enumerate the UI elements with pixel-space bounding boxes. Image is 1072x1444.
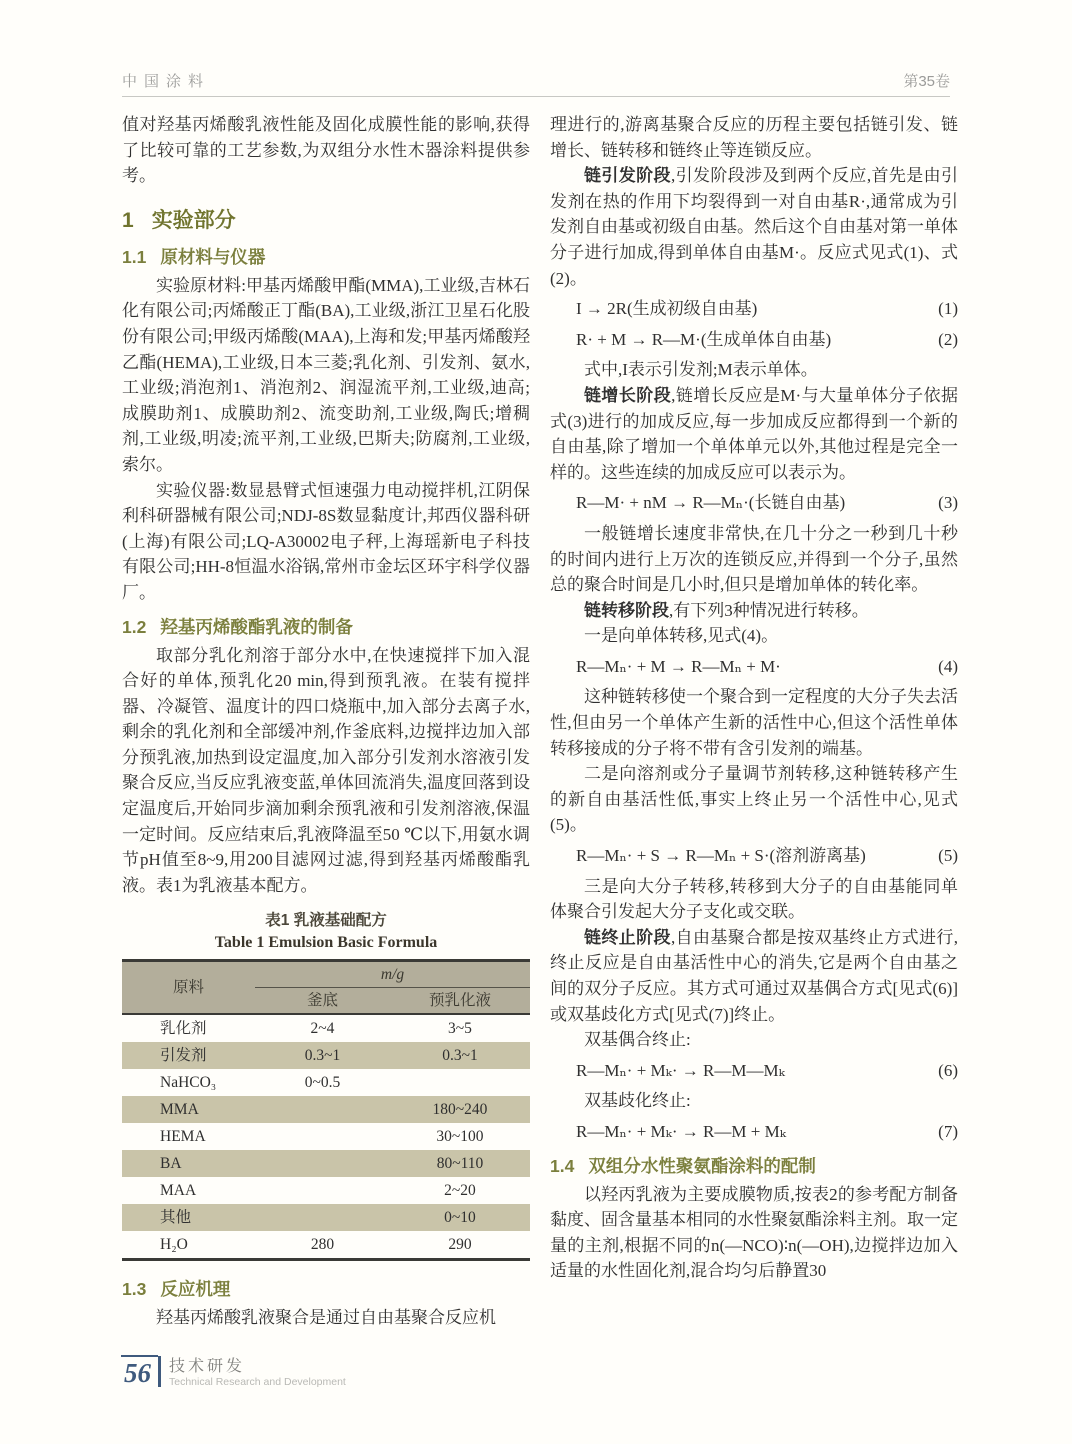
footer-section-zh: 技术研发: [169, 1358, 246, 1375]
page-number-box: [121, 1355, 158, 1390]
cell-material: 其他: [160, 1209, 192, 1227]
page-number: 56: [124, 1358, 151, 1388]
cell-kettle: [255, 1096, 390, 1123]
section-title: 羟基丙烯酸酯乳液的制备: [160, 616, 353, 637]
col-header-unit: m/g: [255, 962, 530, 988]
cell-preemulsion: 0~10: [444, 1209, 476, 1227]
col-subheaders: [255, 988, 530, 1013]
equation-number: (5): [938, 846, 958, 866]
paragraph-continuation: 理进行的,游离基聚合反应的历程主要包括链引发、链增长、链转移和链终止等连锁反应。: [550, 115, 958, 160]
table-row: [122, 1015, 530, 1042]
paragraph-preparation: 取部分乳化剂溶于部分水中,在快速搅拌下加入混合好的单体,预乳化20 min,得到预乳液。在装有搅拌器、冷凝管、温度计的四口烧瓶中,加入部分去离子水,剩余的乳化剂和全部缓冲剂,作釜底料,边搅拌边加入部分预乳液,加热到设定温度,加入部分引发剂水溶液引发聚合反应,当反应乳液变蓝,单体回流消失,温度回落到设定温度后,开始同步滴加剩余预乳液和引发剂溶液,保温一定时间。反应结束后,乳液降温至50 ℃以下,用氨水调节pH值至8~9,用200目滤网过滤,得到羟基丙烯酸酯乳液。表1为乳液基本配方。: [122, 645, 530, 895]
paragraph-propagation-speed: 一般链增长速度非常快,在几十分之一秒到几十秒的时间内进行上万次的连锁反应,并得到一个分子,虽然总的聚合时间是几小时,但只是增加单体的转化率。: [550, 523, 958, 595]
equation-expression: R—Mₙ· + Mₖ· → R—M—Mₖ: [576, 1060, 785, 1080]
paragraph-termination: [550, 925, 958, 1027]
section-title: 实验部分: [151, 208, 236, 232]
paragraph-transfer-solvent: 二是向溶剂或分子量调节剂转移,这种链转移产生的新自由基活性低,事实上终止另一个活性中心,见式(5)。: [550, 764, 958, 835]
paragraph-instruments: 实验仪器:数显悬臂式恒速强力电动搅拌机,江阴保利科研器械有限公司;NDJ-8S数显黏度计,邦西仪器科研(上海)有限公司;LQ-A30002电子秤,上海瑶新电子科技有限公司;HH-8恒温水浴锅,常州市金坛区环宇科学仪器厂。: [122, 480, 530, 602]
equation-1: [550, 296, 958, 322]
paragraph-pu-preparation: 以羟丙乳液为主要成膜物质,按表2的参考配方制备黏度、固含量基本相同的水性聚氨酯涂料主剂。取一定量的主剂,根据不同的n(—NCO)∶n(—OH),边搅拌边加入适量的水性固化剂,混合均匀后静置30: [550, 1184, 958, 1281]
right-column: [550, 112, 958, 1284]
table-row: [122, 1096, 530, 1123]
journal-title: 中国涂料: [122, 73, 211, 90]
section-heading-1-2: [122, 615, 530, 639]
left-column: [122, 112, 530, 1331]
paragraph-transfer-monomer: 一是向单体转移,见式(4)。: [584, 626, 779, 646]
page-footer: [121, 1355, 346, 1390]
table-row: [122, 1123, 530, 1150]
cell-preemulsion: [390, 1069, 530, 1096]
section-title: 双组分水性聚氨酯涂料的配制: [588, 1155, 816, 1176]
table-header: [122, 962, 530, 1015]
cell-kettle: [255, 1177, 390, 1204]
equation-7: [550, 1119, 958, 1145]
cell-preemulsion: 180~240: [432, 1101, 488, 1119]
col-header-unit-group: [255, 962, 530, 1013]
bold-lead-transfer: 链转移阶段: [584, 600, 669, 620]
equation-2: [550, 327, 958, 353]
table-row: [122, 1042, 530, 1069]
equation-number: (4): [938, 656, 958, 676]
equation-3: [550, 490, 958, 516]
equation-expression: R· + M → R—M·(生成单体自由基): [576, 329, 832, 349]
equation-expression: R—Mₙ· + Mₖ· → R—M + Mₖ: [576, 1121, 786, 1141]
paragraph-mechanism-intro: 羟基丙烯酸乳液聚合是通过自由基聚合反应机: [156, 1308, 496, 1328]
cell-material: NaHCO₃: [160, 1074, 217, 1092]
table-emulsion-formula: [122, 959, 530, 1261]
cell-preemulsion: 30~100: [436, 1128, 484, 1146]
equation-number: (6): [938, 1060, 958, 1080]
equation-expression: R—Mₙ· + M → R—Mₙ + M·: [576, 656, 781, 676]
table-caption-en: Table 1 Emulsion Basic Formula: [214, 934, 438, 952]
col-header-material: 原料: [172, 979, 204, 997]
label-disproportionation-termination: 双基歧化终止:: [584, 1091, 691, 1111]
section-heading-1-1: [122, 245, 530, 269]
cell-material: MMA: [160, 1101, 199, 1119]
cell-material: 引发剂: [160, 1047, 207, 1065]
equation-number: (7): [938, 1121, 958, 1141]
cell-kettle: [255, 1204, 390, 1231]
header-rule: [122, 96, 950, 97]
section-heading-1-3: [122, 1277, 530, 1301]
cell-kettle: 0~0.5: [304, 1074, 341, 1092]
equation-6: [550, 1058, 958, 1084]
cell-preemulsion: 290: [448, 1236, 472, 1254]
paragraph-text: ,链增长反应是M·与大量单体分子依据式(3)进行的加成反应,每一步加成反应都得到一个新的自由基,除了增加一个单体单元以外,其他过程是完全一样的。这些连续的加成反应可以表示为。: [550, 385, 959, 482]
bold-lead-initiation: 链引发阶段: [584, 166, 671, 186]
paragraph-text: ,有下列3种情况进行转移。: [669, 600, 869, 620]
footer-section-en: Technical Research and Development: [169, 1376, 346, 1388]
section-number: 1: [122, 208, 134, 232]
table-caption-zh: 表1 乳液基础配方: [265, 912, 387, 930]
bold-lead-propagation: 链增长阶段: [584, 385, 672, 405]
paragraph-text: ,引发阶段涉及到两个反应,首先是由引发剂在热的作用下均裂得到一对自由基R·,通常成为引发剂自由基或初级自由基。然后这个自由基对第一单体分子进行加成,得到单体自由基M·。反应式见式(1)、式(2)。: [550, 166, 959, 288]
cell-material: H₂O: [160, 1236, 188, 1254]
section-heading-1: [122, 207, 530, 235]
paragraph-intro-continuation: 值对羟基丙烯酸乳液性能及固化成膜性能的影响,获得了比较可靠的工艺参数,为双组分水性木器涂料提供参考。: [122, 115, 530, 186]
cell-material: HEMA: [160, 1128, 206, 1146]
section-heading-1-4: [550, 1154, 958, 1178]
section-title: 原材料与仪器: [160, 246, 266, 267]
paragraph-propagation: [550, 383, 958, 485]
paragraph-materials: 实验原材料:甲基丙烯酸甲酯(MMA),工业级,吉林石化有限公司;丙烯酸正丁酯(BA),工业级,浙江卫星石化股份有限公司;甲级丙烯酸(MAA),上海和发;甲基丙烯酸羟乙酯(HEMA),工业级,日本三菱;乳化剂、引发剂、氨水,工业级;消泡剂1、消泡剂2、润湿流平剂,工业级,迪高;成膜助剂1、成膜助剂2、流变助剂,工业级,陶氏;增稠剂,工业级,明凌;流平剂,工业级,巴斯夫;防腐剂,工业级,索尔。: [122, 275, 530, 474]
equation-expression: R—Mₙ· + S → R—Mₙ + S·(溶剂游离基): [576, 846, 866, 866]
col-header-preemulsion: 预乳化液: [428, 992, 491, 1010]
equation-4: [550, 654, 958, 680]
paragraph-text: ,自由基聚合都是按双基终止方式进行,终止反应是自由基活性中心的消失,它是两个自由基之间的双分子反应。其方式可通过双基偶合方式[见式(6)]或双基歧化方式[见式(7)]终止。: [550, 927, 959, 1024]
cell-preemulsion: 2~20: [444, 1182, 476, 1200]
section-title: 反应机理: [160, 1279, 231, 1300]
paragraph-transfer-monomer-note: 这种链转移使一个聚合到一定程度的大分子失去活性,但由另一个单体产生新的活性中心,但这个活性单体转移接成的分子将不带有含引发剂的端基。: [550, 687, 958, 758]
label-coupling-termination: 双基偶合终止:: [584, 1030, 691, 1050]
cell-preemulsion: 80~110: [436, 1155, 484, 1173]
footer-section-labels: [169, 1355, 346, 1389]
section-number: 1.3: [122, 1279, 147, 1300]
cell-kettle: 0.3~1: [304, 1047, 341, 1065]
section-number: 1.2: [122, 616, 147, 637]
table-row: [122, 1069, 530, 1096]
cell-kettle: [255, 1123, 390, 1150]
equation-number: (1): [938, 299, 958, 319]
footer-divider-bar: [158, 1356, 161, 1387]
paragraph-initiation: [550, 163, 958, 291]
cell-kettle: [255, 1150, 390, 1177]
section-number: 1.4: [550, 1155, 575, 1176]
col-header-kettle: 釜底: [306, 992, 338, 1010]
cell-preemulsion: 3~5: [448, 1020, 472, 1038]
table-row: [122, 1204, 530, 1231]
paragraph-transfer: [550, 598, 958, 624]
bold-lead-termination: 链终止阶段: [584, 927, 671, 947]
cell-material: BA: [160, 1155, 182, 1173]
equation-number: (3): [938, 493, 958, 513]
cell-kettle: 2~4: [310, 1020, 335, 1038]
cell-material: 乳化剂: [160, 1020, 207, 1038]
equation-expression: R—M· + nM → R—Mₙ·(长链自由基): [576, 493, 846, 513]
table-row: [122, 1150, 530, 1177]
volume-label: 第35卷: [903, 73, 950, 90]
running-head: [122, 70, 950, 91]
cell-kettle: 280: [310, 1236, 335, 1254]
section-number: 1.1: [122, 246, 147, 267]
equation-5: [550, 843, 958, 869]
equation-number: (2): [938, 329, 958, 349]
cell-material: MAA: [160, 1182, 197, 1200]
table-row: [122, 1177, 530, 1204]
cell-preemulsion: 0.3~1: [442, 1047, 478, 1065]
paragraph-eq-note: 式中,I表示引发剂;M表示单体。: [584, 360, 818, 380]
table-row: [122, 1231, 530, 1258]
equation-expression: I → 2R(生成初级自由基): [576, 299, 758, 319]
paragraph-transfer-macromolecule: 三是向大分子转移,转移到大分子的自由基能同单体聚合引发起大分子支化或交联。: [550, 876, 958, 922]
